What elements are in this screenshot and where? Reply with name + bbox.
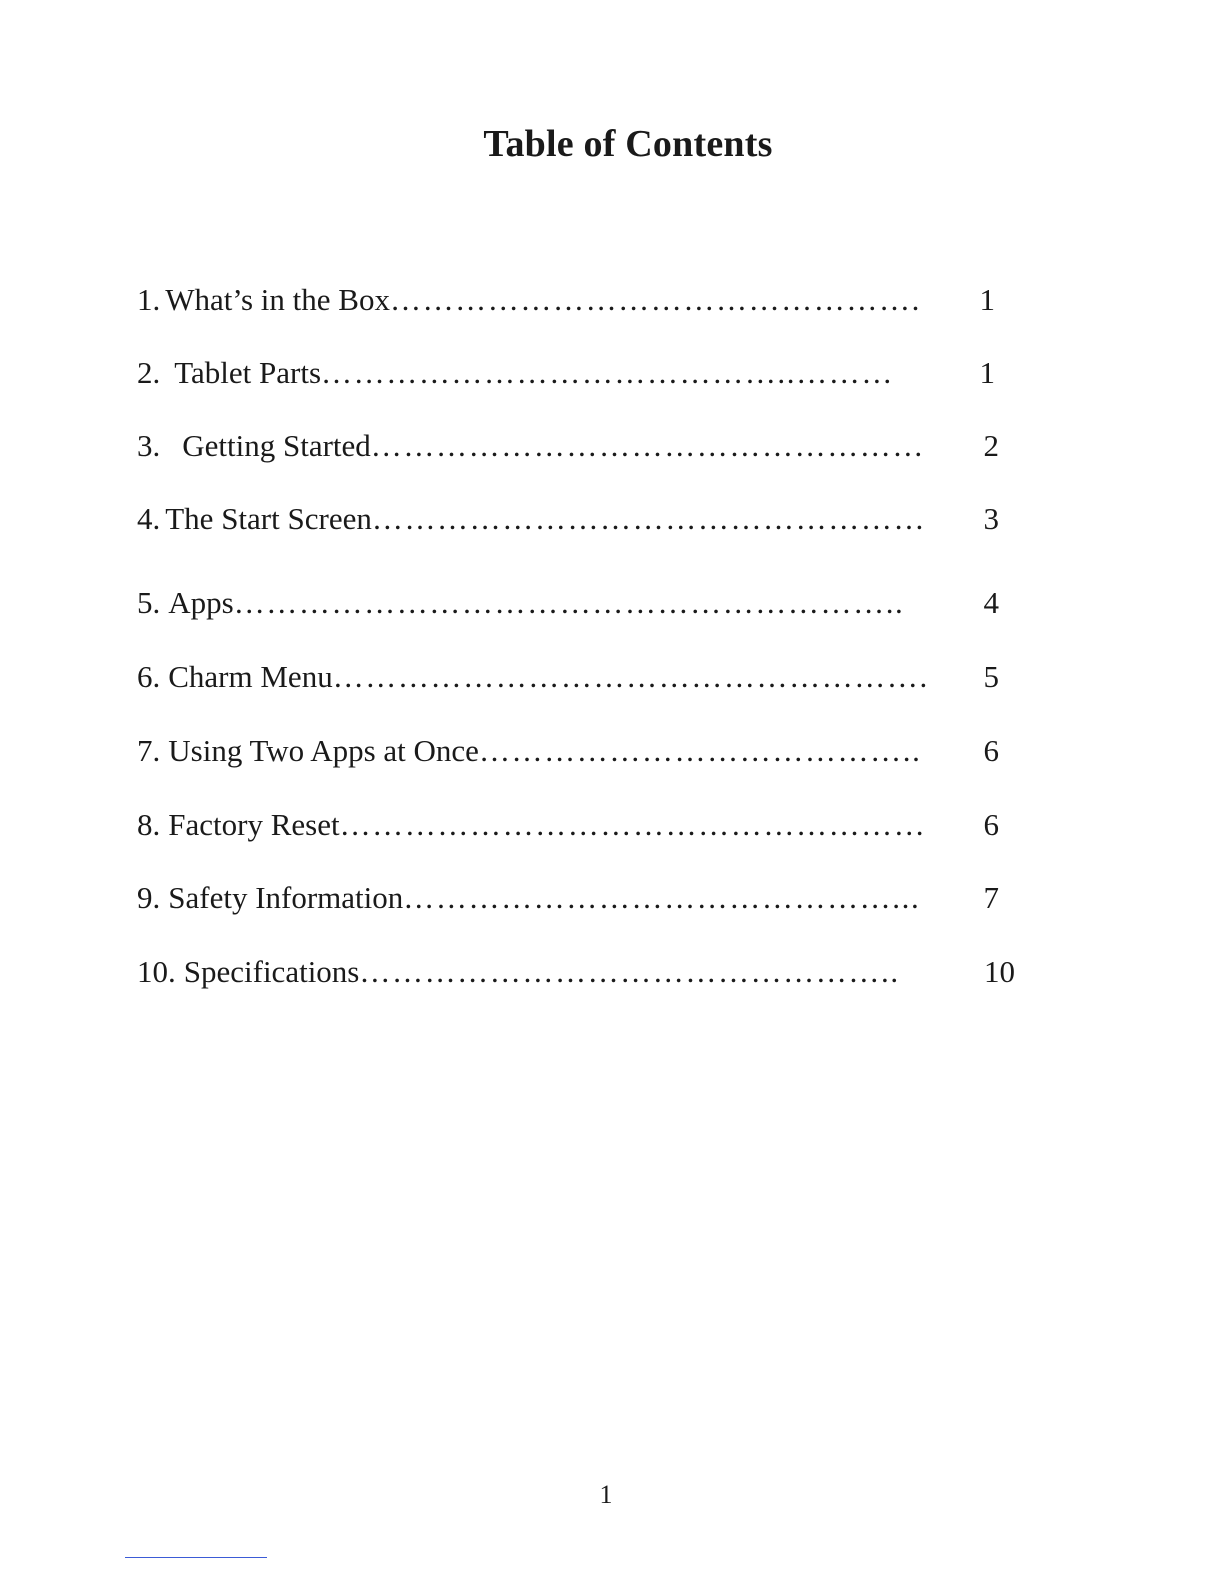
- toc-entry-factory-reset[interactable]: [137, 805, 999, 845]
- toc-entry-page: 2: [983, 428, 999, 463]
- toc-entry-leader: ……………………………………………: [370, 428, 925, 463]
- toc-entry-number: 1.: [137, 282, 161, 317]
- toc-entry-label: The Start Screen: [165, 501, 372, 536]
- toc-entry-label: Apps: [168, 585, 234, 620]
- toc-entry-page: 1: [979, 355, 995, 390]
- toc-entry-page: 5: [983, 659, 999, 694]
- toc-entry-leader: ……………………………………………: [371, 501, 927, 536]
- toc-entry-label: What’s in the Box: [165, 282, 390, 317]
- toc-entry-leader: ………………………………………………: [339, 807, 927, 842]
- toc-entry-number: 7.: [137, 733, 161, 768]
- toc-entry-number: 5.: [137, 585, 161, 620]
- toc-entry-number: 9.: [137, 880, 161, 915]
- toc-entry-page: 7: [983, 880, 999, 915]
- toc-entry-number: 3.: [137, 428, 161, 463]
- page-number: 1: [599, 1480, 613, 1509]
- toc-entry-label: Factory Reset: [168, 807, 340, 842]
- toc-entry-page: 3: [983, 501, 999, 536]
- toc-entry-label: Getting Started: [182, 428, 371, 463]
- toc-entry-number: 2.: [137, 355, 161, 390]
- page-title: Table of Contents: [483, 123, 773, 165]
- toc-entry-leader: ………………………………………...: [403, 880, 921, 915]
- toc-entry-specifications[interactable]: [137, 952, 1015, 992]
- toc-entry-number: 8.: [137, 807, 161, 842]
- toc-entry-label: Using Two Apps at Once: [168, 733, 479, 768]
- footnote-rule: [125, 1557, 267, 1558]
- toc-entry-using-two-apps-at-once[interactable]: [137, 731, 999, 771]
- toc-entry-leader: ……………………………………..………: [321, 355, 894, 390]
- toc-entry-the-start-screen[interactable]: [137, 499, 999, 539]
- toc-entry-label: Specifications: [183, 954, 360, 989]
- toc-entry-leader: ………………………………………….: [389, 282, 921, 317]
- toc-entry-leader: ……………………………………………….: [332, 659, 929, 694]
- toc-entry-page: 4: [983, 585, 999, 620]
- toc-entry-tablet-parts[interactable]: [137, 353, 995, 393]
- toc-entry-leader: …………………………………………..: [359, 954, 900, 989]
- toc-entry-apps[interactable]: [137, 583, 999, 623]
- toc-entry-page: 10: [984, 954, 1015, 989]
- toc-entry-label: Tablet Parts: [174, 355, 322, 390]
- toc-entry-safety-information[interactable]: [137, 878, 999, 918]
- toc-entry-leader: …………………………………..: [478, 733, 922, 768]
- toc-entry-page: 6: [983, 807, 999, 842]
- toc-entry-leader: ……………………………………………………..: [233, 585, 905, 620]
- toc-entry-page: 1: [979, 282, 995, 317]
- toc-entry-label: Safety Information: [168, 880, 404, 915]
- toc-entry-charm-menu[interactable]: [137, 657, 999, 697]
- toc-entry-number: 10.: [137, 954, 176, 989]
- toc-entry-page: 6: [983, 733, 999, 768]
- toc-entry-number: 4.: [137, 501, 161, 536]
- toc-entry-whats-in-the-box[interactable]: [137, 280, 995, 320]
- toc-entry-number: 6.: [137, 659, 161, 694]
- toc-entry-getting-started[interactable]: [137, 426, 999, 466]
- toc-entry-label: Charm Menu: [168, 659, 333, 694]
